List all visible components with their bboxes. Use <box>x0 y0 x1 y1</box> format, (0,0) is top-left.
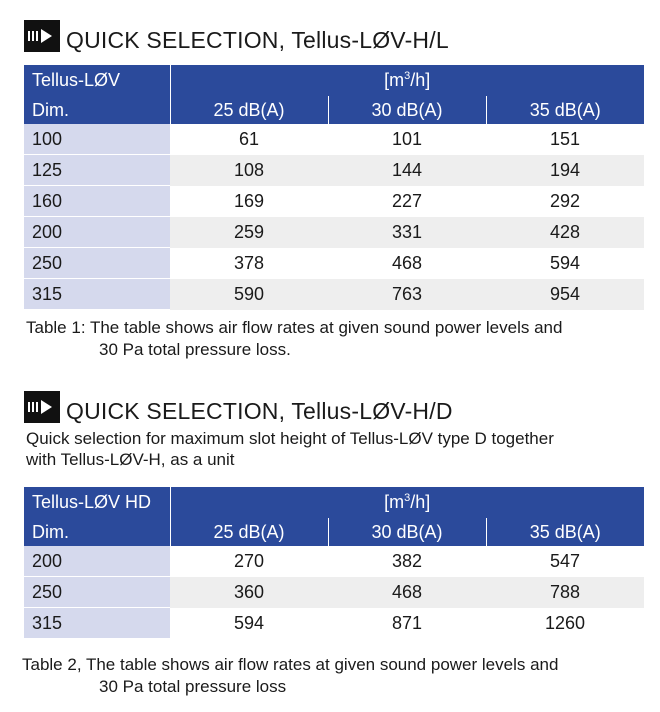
value-cell: 227 <box>328 186 486 217</box>
table-row <box>24 279 644 310</box>
table2-caption-line2: 30 Pa total pressure loss <box>99 677 287 696</box>
section2-intro-line2: with Tellus-LØV-H, as a unit <box>26 450 235 469</box>
value-cell: 382 <box>328 546 486 577</box>
table2-col-header: 35 dB(A) <box>486 518 644 546</box>
section2-intro <box>26 428 656 470</box>
section2-title: QUICK SELECTION, Tellus-LØV-H/D <box>66 398 453 424</box>
dim-cell: 200 <box>24 217 170 248</box>
value-cell: 61 <box>170 124 328 155</box>
table-row <box>24 217 644 248</box>
dim-cell: 125 <box>24 155 170 186</box>
value-cell: 101 <box>328 124 486 155</box>
table2-caption <box>22 654 558 698</box>
table1-header-row <box>24 65 644 96</box>
dim-cell: 315 <box>24 608 170 639</box>
value-cell: 1260 <box>486 608 644 639</box>
table1-dim-header: Dim. <box>24 96 170 124</box>
table2-dim-header: Dim. <box>24 518 170 546</box>
table1-caption-line2: 30 Pa total pressure loss. <box>99 340 291 359</box>
table2-col-header: 25 dB(A) <box>170 518 328 546</box>
dim-cell: 315 <box>24 279 170 310</box>
table-row <box>24 186 644 217</box>
value-cell: 292 <box>486 186 644 217</box>
dim-cell: 250 <box>24 577 170 608</box>
value-cell: 331 <box>328 217 486 248</box>
table-row <box>24 248 644 279</box>
quick-selection-table-2 <box>24 487 644 639</box>
dim-cell: 160 <box>24 186 170 217</box>
table2-header-row <box>24 487 644 518</box>
table-row <box>24 546 644 577</box>
section2-heading <box>24 389 453 423</box>
dim-cell: 100 <box>24 124 170 155</box>
value-cell: 360 <box>170 577 328 608</box>
dim-cell: 200 <box>24 546 170 577</box>
table1-caption-line1: Table 1: The table shows air flow rates at given sound power levels and <box>26 318 563 337</box>
value-cell: 270 <box>170 546 328 577</box>
table1-col-header: 30 dB(A) <box>328 96 486 124</box>
table2-product-label: Tellus-LØV HD <box>24 487 170 518</box>
value-cell: 547 <box>486 546 644 577</box>
value-cell: 763 <box>328 279 486 310</box>
table1-col-header: 35 dB(A) <box>486 96 644 124</box>
value-cell: 954 <box>486 279 644 310</box>
table-row <box>24 155 644 186</box>
value-cell: 378 <box>170 248 328 279</box>
value-cell: 428 <box>486 217 644 248</box>
table1-columns-row <box>24 96 644 124</box>
arrow-logo-icon <box>24 20 60 52</box>
table1-caption <box>26 317 562 361</box>
value-cell: 151 <box>486 124 644 155</box>
quick-selection-table-1 <box>24 65 644 310</box>
table2-col-header: 30 dB(A) <box>328 518 486 546</box>
dim-cell: 250 <box>24 248 170 279</box>
value-cell: 144 <box>328 155 486 186</box>
value-cell: 468 <box>328 577 486 608</box>
value-cell: 259 <box>170 217 328 248</box>
table2-caption-line1: Table 2, The table shows air flow rates at given sound power levels and <box>22 655 559 674</box>
table1-product-label: Tellus-LØV <box>24 65 170 96</box>
value-cell: 871 <box>328 608 486 639</box>
value-cell: 594 <box>486 248 644 279</box>
table1-unit-label: $[m^3/h]$ <box>170 65 644 96</box>
value-cell: 468 <box>328 248 486 279</box>
value-cell: 590 <box>170 279 328 310</box>
section2-intro-line1: Quick selection for maximum slot height of Tellus-LØV type D together <box>26 429 554 448</box>
table1-col-header: 25 dB(A) <box>170 96 328 124</box>
table2-unit-label: $[m^3/h]$ <box>170 487 644 518</box>
value-cell: 194 <box>486 155 644 186</box>
arrow-logo-icon <box>24 391 60 423</box>
table-row <box>24 577 644 608</box>
section1-heading <box>24 18 449 52</box>
value-cell: 594 <box>170 608 328 639</box>
value-cell: 788 <box>486 577 644 608</box>
value-cell: 108 <box>170 155 328 186</box>
table-row <box>24 124 644 155</box>
table2-columns-row <box>24 518 644 546</box>
table-row <box>24 608 644 639</box>
section1-title: QUICK SELECTION, Tellus-LØV-H/L <box>66 27 449 53</box>
value-cell: 169 <box>170 186 328 217</box>
